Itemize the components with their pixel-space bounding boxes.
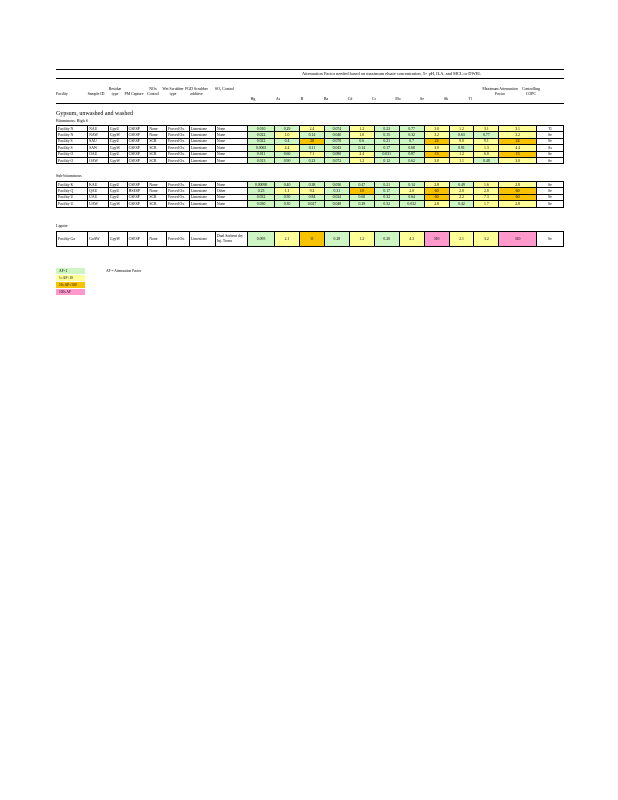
table-cell: 0.21 [374,182,399,188]
table-cell: 2.4 [349,151,374,157]
table-cell: 1.7 [474,201,499,207]
table-cell: Facility U [57,201,88,207]
table-cell: Forced Ox. [167,188,190,194]
table-cell: 0.29 [275,126,300,132]
table-cell: SCR [148,151,167,157]
legend-item: AF<1 [56,268,85,274]
table-cell: Se [536,188,563,194]
table-cell: GaAW [88,232,109,247]
table-cell: 0.68 [399,145,424,151]
table-cell: 7.1 [300,151,325,157]
column-header: Ba [323,97,329,101]
section-title: Gypsum, unwashed and washed [56,111,133,117]
table-cell: 0.17 [374,188,399,194]
table-cell: 9.0 [449,138,474,144]
column-header: Cr [372,97,376,101]
table-cell: 0.013 [248,157,275,163]
table-cell: 3.2 [474,232,499,247]
table-cell: 1.2 [449,151,474,157]
table-cell: 0.031 [374,151,399,157]
table-cell: Facility N [57,126,88,132]
table-cell: 0.074 [324,126,349,132]
table-cell: 1.3 [474,145,499,151]
table-cell: 3.0 [424,145,449,151]
legend-item: 10≤AF<100 [56,282,85,288]
table-cell: Forced Ox. [167,182,190,188]
table-cell: 1.6 [474,182,499,188]
column-header: PM Capture [124,92,144,96]
table-cell: None [148,232,167,247]
table-cell: SAW [88,145,109,151]
table-cell: 0.62 [399,157,424,163]
table-cell: Forced Ox. [167,201,190,207]
table-cell: Se [536,151,563,157]
table-cell: 1.0 [349,132,374,138]
table-cell: 2.4 [300,126,325,132]
table-cell: 310 [499,232,536,247]
table-cell: Forced Ox. [167,232,190,247]
column-header: Se [420,97,424,101]
table-cell: 0.022 [248,138,275,144]
table-cell: CSESP [127,182,148,188]
table-cell: 0.7 [399,138,424,144]
table-cell: 11 [300,232,325,247]
table-cell: GypU [108,182,127,188]
table-cell: 24 [499,138,536,144]
data-table [56,125,564,164]
table-cell: Se [536,232,563,247]
legend-item: 1≤AF<10 [56,275,85,281]
table-cell: 0.60 [349,194,374,200]
table-cell: 310 [424,232,449,247]
table-cell: 0.32 [374,201,399,207]
table-cell: Other [215,188,247,194]
table-cell: 2.1 [275,232,300,247]
header-bottom-rule [56,103,564,104]
table-cell: 0.12 [374,157,399,163]
table-cell: 1.2 [349,157,374,163]
table-cell: Limestone [189,182,215,188]
table-cell: 9.2 [300,188,325,194]
column-header: Hg [250,97,256,101]
group-label: Bituminous, High S [56,118,88,123]
table-cell: 2.2 [449,194,474,200]
group-label: Sub-bituminous [56,173,82,178]
table-cell: 6.0 [474,151,499,157]
data-table [56,231,564,247]
table-cell: Forced Ox. [167,132,190,138]
table-cell: SCR [148,157,167,163]
table-cell: 3.1 [499,126,536,132]
table-cell: GypW [108,145,127,151]
table-cell: 0.84 [300,194,325,200]
table-cell: 3.2 [499,132,536,138]
column-header: SO₃ Control [214,87,235,91]
table-cell: Limestone [189,201,215,207]
table-cell: 0.77 [474,132,499,138]
column-header: Mo [395,97,401,101]
table-cell: None [148,126,167,132]
table-cell: Forced Ox. [167,138,190,144]
table-cell: 0.14 [300,132,325,138]
table-cell: None [215,182,247,188]
table-row [57,232,564,247]
table-cell: Se [536,194,563,200]
table-cell: 0.77 [399,126,424,132]
table-cell: 0.0063 [248,145,275,151]
table-cell: 0.60 [275,151,300,157]
table-cell: 0.42 [449,201,474,207]
table-cell: 7.3 [474,194,499,200]
table-cell: NAW [88,132,109,138]
column-header: Facility [56,92,68,96]
column-header: Maximum Attenuation Factor [482,87,518,96]
table-cell: 0.23 [300,157,325,163]
table-cell: 0.14 [399,182,424,188]
table-cell: 4.3 [399,232,424,247]
table-cell: None [215,157,247,163]
table-cell: 9.1 [474,138,499,144]
table-cell: 1.2 [349,232,374,247]
column-header: Residue type [108,87,122,96]
table-cell: 0.29 [349,201,374,207]
table-cell: 0.072 [324,157,349,163]
table-cell: 0.095 [248,232,275,247]
table-cell: 0.078 [324,138,349,144]
table-cell: Facility S [57,138,88,144]
table-cell: GypU [108,126,127,132]
table-cell: Facility N [57,132,88,138]
table-cell: 0.00090 [248,182,275,188]
table-cell: None [215,151,247,157]
table-cell: Facility S [57,145,88,151]
table-cell: OAU [88,151,109,157]
table-cell: 2.8 [499,182,536,188]
table-cell: HSESP [127,188,148,194]
table-cell: 13 [424,151,449,157]
table-cell: CSESP [127,201,148,207]
table-cell: 2.1 [449,232,474,247]
table-cell: Dual Sorbent dry Inj. Trona [215,232,247,247]
table-cell: Limestone [189,126,215,132]
table-cell: 0.048 [324,201,349,207]
table-cell: 0.38 [300,182,325,188]
table-cell: 0.47 [349,182,374,188]
table-cell: 0.15 [374,132,399,138]
table-cell: 0.080 [324,151,349,157]
table-cell: 0.027 [300,201,325,207]
table-cell: 0.14 [349,145,374,151]
table-cell: 60 [424,188,449,194]
table-cell: 60 [424,194,449,200]
table-cell: 0.4 [275,138,300,144]
table-cell: None [215,201,247,207]
table-cell: 0.32 [374,194,399,200]
table-cell: 0.64 [399,194,424,200]
table-cell: CSESP [127,126,148,132]
table-cell: None [215,132,247,138]
table-cell: 0.17 [374,145,399,151]
table-cell: 4.4 [275,145,300,151]
table-cell: 2.8 [499,201,536,207]
table-cell: CSESP [127,157,148,163]
table-cell: Facility O [57,157,88,163]
column-header: Cd [347,97,353,101]
table-cell: None [215,145,247,151]
column-header: Sample ID [87,92,105,96]
table-cell: None [215,138,247,144]
table-cell: As [536,145,563,151]
column-header: As [275,97,281,101]
table-cell: 0.50 [275,194,300,200]
table-cell: 2.8 [424,182,449,188]
table-cell: 0.032 [399,201,424,207]
table-cell: SCR [148,145,167,151]
table-cell: 0.31 [324,188,349,194]
table-cell: 60 [499,188,536,194]
table-cell: Forced Ox. [167,157,190,163]
table-cell: 24 [424,138,449,144]
column-header: B [300,97,304,101]
table-row [57,157,564,163]
table-cell: 28 [300,138,325,144]
table-cell: Se [536,132,563,138]
table-cell: 0.21 [374,138,399,144]
table-row [57,201,564,207]
table-cell: 3.0 [424,126,449,132]
table-cell: Forced Ox. [167,151,190,157]
table-cell: Forced Ox. [167,194,190,200]
table-cell: 1.0 [275,132,300,138]
table-cell: 0.032 [248,194,275,200]
table-cell: KAU [88,182,109,188]
column-header: Controlling COPC [522,87,540,96]
table-cell: Facility U [57,194,88,200]
table-cell: 0.030 [248,201,275,207]
table-cell: None [148,188,167,194]
table-cell: GypW [108,132,127,138]
column-header: Tl [468,97,472,101]
table-cell: Forced Ox. [167,126,190,132]
data-table [56,181,564,208]
table-cell: Limestone [189,157,215,163]
top-rule [56,69,564,70]
table-cell: Facility K [57,182,88,188]
table-cell: 2.0 [474,188,499,194]
table-cell: Se [536,157,563,163]
table-cell: SCR [148,201,167,207]
table-cell: UAU [88,194,109,200]
table-cell: 3.0 [424,157,449,163]
table-cell: 3.1 [474,126,499,132]
legend-note: AF = Attenuation Factor [106,269,142,273]
table-cell: 3.0 [499,157,536,163]
table-cell: Limestone [189,145,215,151]
table-cell: GypU [108,188,127,194]
table-cell: 0.32 [399,132,424,138]
table-cell: SCR [148,138,167,144]
table-cell: Facility O [57,151,88,157]
table-cell: 2.0 [449,188,474,194]
table-cell: 0.48 [474,157,499,163]
table-cell: CSESP [127,145,148,151]
table-cell: 0.20 [374,232,399,247]
table-cell: Se [536,138,563,144]
table-cell: 0.49 [449,182,474,188]
table-cell: GypW [108,201,127,207]
table-cell: UAW [88,201,109,207]
table-cell: 0.91 [449,145,474,151]
attenuation-header: Attenuation Factor needed based on maximum eluate concentration, 5× pH, ILA, and MCL or DWEL [302,71,481,76]
table-cell: Limestone [189,194,215,200]
table-cell: Limestone [189,138,215,144]
table-cell: 0.043 [324,145,349,151]
column-header: NOx Control [147,87,159,96]
table-cell: 0.30 [275,201,300,207]
table-cell: SCR [148,194,167,200]
table-cell: Tl [536,126,563,132]
table-cell: Limestone [189,188,215,194]
table-cell: 2.0 [399,188,424,194]
table-cell: CSESP [127,138,148,144]
spreadsheet [56,69,564,294]
table-cell: 4.4 [499,145,536,151]
column-header: FGD Scrubber additive [185,87,208,96]
table-cell: CSESP [127,151,148,157]
table-cell: None [148,132,167,138]
table-cell: 1.1 [449,157,474,163]
table-cell: 1.2 [449,126,474,132]
table-cell: 0.23 [248,188,275,194]
table-cell: 2.8 [424,201,449,207]
table-cell: 0.010 [248,126,275,132]
table-cell: 0.90 [275,157,300,163]
table-cell: None [148,182,167,188]
table-cell: 0.050 [324,182,349,188]
table-cell: 1.2 [349,126,374,132]
table-cell: QAU [88,188,109,194]
table-cell: Limestone [189,132,215,138]
table-cell: Limestone [189,232,215,247]
table-cell: CSESP [127,232,148,247]
table-cell: None [215,194,247,200]
table-cell: NAU [88,126,109,132]
table-cell: GypU [108,138,127,144]
header-rule [56,78,564,79]
table-cell: 0.11 [300,145,325,151]
group-label: Lignite [56,223,68,228]
table-cell: GypU [108,151,127,157]
table-cell: CSESP [127,194,148,200]
table-cell: 0.23 [374,126,399,132]
table-cell: 0.63 [449,132,474,138]
table-cell: Forced Ox. [167,145,190,151]
table-cell: 1.1 [275,188,300,194]
table-cell: Facility Ga [57,232,88,247]
table-cell: SAU [88,138,109,144]
table-cell: 60 [499,194,536,200]
column-header: Wet Scrubber type [162,87,184,96]
table-cell: OAW [88,157,109,163]
table-cell: CSESP [127,132,148,138]
table-cell: 0.011 [248,151,275,157]
table-cell: Facility Q [57,188,88,194]
table-cell: Se [536,182,563,188]
table-cell: Limestone [189,151,215,157]
table-cell: GypW [108,157,127,163]
legend-item: 100≤AF [56,289,85,295]
table-cell: 0.28 [324,232,349,247]
table-cell: GypW [108,232,127,247]
table-cell: 3.2 [424,132,449,138]
table-cell: None [215,126,247,132]
table-cell: 0.87 [399,151,424,157]
table-cell: Se [536,201,563,207]
table-cell: 0.040 [324,132,349,138]
table-cell: 0.024 [324,194,349,200]
table-cell: 13 [499,151,536,157]
table-cell: 0.6 [349,138,374,144]
table-cell: 0.40 [275,182,300,188]
column-header: Sb [443,97,449,101]
table-cell: 10 [349,188,374,194]
table-cell: 0.022 [248,132,275,138]
table-cell: GypU [108,194,127,200]
